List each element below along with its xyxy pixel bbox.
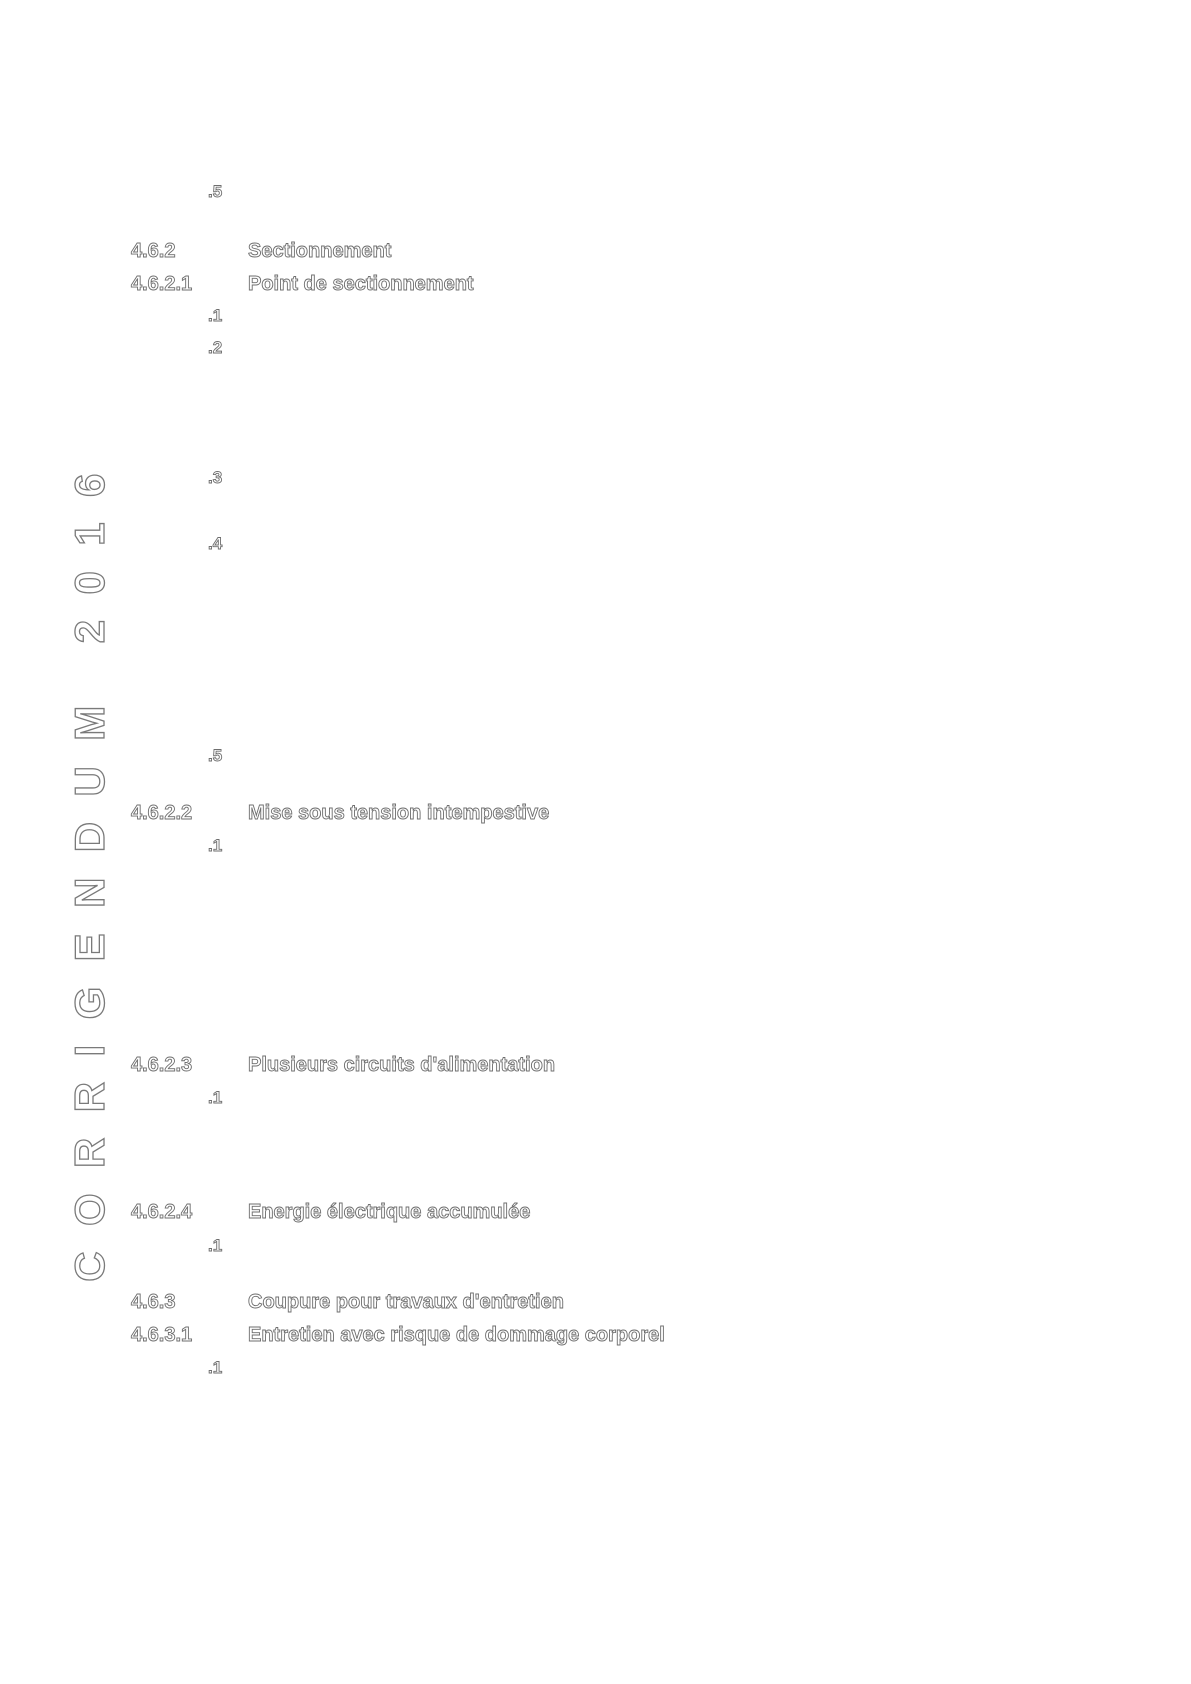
- item-marker: .5: [208, 746, 223, 765]
- section-number-4-6-2-3: 4.6.2.3: [131, 1054, 193, 1076]
- item-marker: .1: [208, 1358, 223, 1377]
- section-title-4-6-2-2: Mise sous tension intempestive: [248, 802, 550, 824]
- section-number-4-6-2-4: 4.6.2.4: [131, 1201, 193, 1223]
- section-title-4-6-2-3: Plusieurs circuits d'alimentation: [248, 1054, 556, 1076]
- corrigendum-watermark: [50, 448, 130, 1282]
- section-title-4-6-2: Sectionnement: [248, 240, 392, 262]
- section-number-4-6-2-1: 4.6.2.1: [131, 273, 193, 295]
- section-title-4-6-3: Coupure pour travaux d'entretien: [248, 1291, 564, 1313]
- section-number-4-6-2-2: 4.6.2.2: [131, 802, 193, 824]
- item-marker: .1: [208, 306, 223, 325]
- section-title-4-6-2-1: Point de sectionnement: [248, 273, 474, 295]
- item-marker: .1: [208, 1088, 223, 1107]
- item-marker: .2: [208, 338, 223, 357]
- item-marker: .1: [208, 836, 223, 855]
- section-number-4-6-3: 4.6.3: [131, 1291, 176, 1313]
- item-marker: .3: [208, 468, 223, 487]
- item-marker: .4: [208, 534, 223, 553]
- section-title-4-6-2-4: Energie électrique accumulée: [248, 1201, 531, 1223]
- section-number-4-6-2: 4.6.2: [131, 240, 176, 262]
- item-marker: .1: [208, 1236, 223, 1255]
- watermark-text: CORRIGENDUM 2016: [66, 448, 113, 1282]
- item-marker: .5: [208, 182, 223, 201]
- section-title-4-6-3-1: Entretien avec risque de dommage corporel: [248, 1324, 665, 1346]
- section-number-4-6-3-1: 4.6.3.1: [131, 1324, 193, 1346]
